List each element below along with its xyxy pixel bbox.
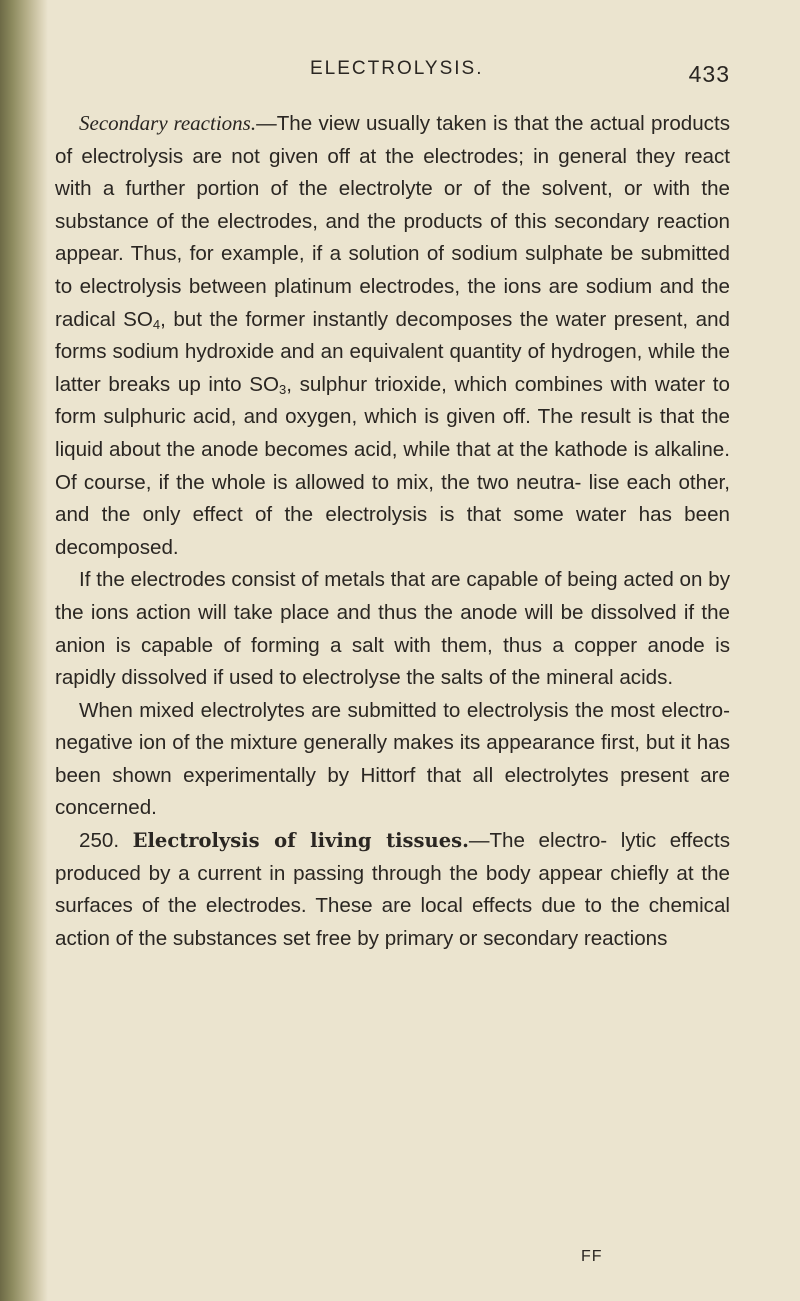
paragraph-electrode-metals: If the electrodes consist of metals that are capable of being acted on by the ions action will take place and thus the anode will be dissolved if the anion is capable of forming a salt with them, thus a copper anode is rapidly dissolved if used to electrolyse the salts of the mineral acids.: [55, 568, 730, 690]
section-heading-secondary-reactions: Secondary reactions.: [79, 111, 257, 135]
book-gutter-shadow: [0, 0, 48, 1301]
section-number: 250.: [79, 829, 120, 853]
running-title: ELECTROLYSIS.: [310, 58, 484, 79]
paragraph-text: —The electro- lytic effects produced by a current in passing through the body appear chiefly at the surfaces of the electrodes. These are local effects due to the chemical action of the substances set free by primary or secondary reactions: [55, 829, 730, 950]
book-page: [55, 0, 730, 1301]
subscript: 3: [279, 381, 287, 397]
running-head: [55, 58, 730, 88]
body-text: [55, 107, 730, 955]
paragraph-text: , but the former instantly decomposes the water present, and forms sodium hydroxide and an equivalent quantity of hydrogen, while the latter breaks up into SO: [55, 307, 730, 396]
page-number: 433: [688, 61, 730, 87]
paragraph-mixed-electrolytes: When mixed electrolytes are submitted to electrolysis the most electro-negative ion of the mixture generally makes its appearance first, but it has been shown experimentally by Hittorf that all electrolytes present are concerned.: [55, 698, 730, 820]
paragraph-text: —The view usually taken is that the actual products of electrolysis are not given off at the electrodes; in general they react with a further portion of the electrolyte or of the solvent, or with the substance of the electrodes, and the products of this secondary reaction appear. Thus, for example, if a solution of sodium sulphate be submitted to electrolysis between platinum electrodes, the ions are sodium and the radical SO: [55, 112, 730, 331]
paragraph-text: , sulphur trioxide, which combines with water to form sulphuric acid, and oxygen, which is given off. The result is that the liquid about the anode becomes acid, while that at the kathode is alkaline. Of course, if the whole is allowed to mix, the two neutra- lise each other, and the only effect of the electrolysis is that some water has been decomposed.: [55, 372, 730, 559]
paragraph-living-tissues: [55, 825, 730, 955]
signature-mark: FF: [581, 1248, 603, 1265]
section-heading-living-tissues: Electrolysis of living tissues.: [132, 829, 469, 853]
subscript: 4: [152, 316, 161, 332]
paragraph-secondary-reactions: [55, 107, 730, 564]
